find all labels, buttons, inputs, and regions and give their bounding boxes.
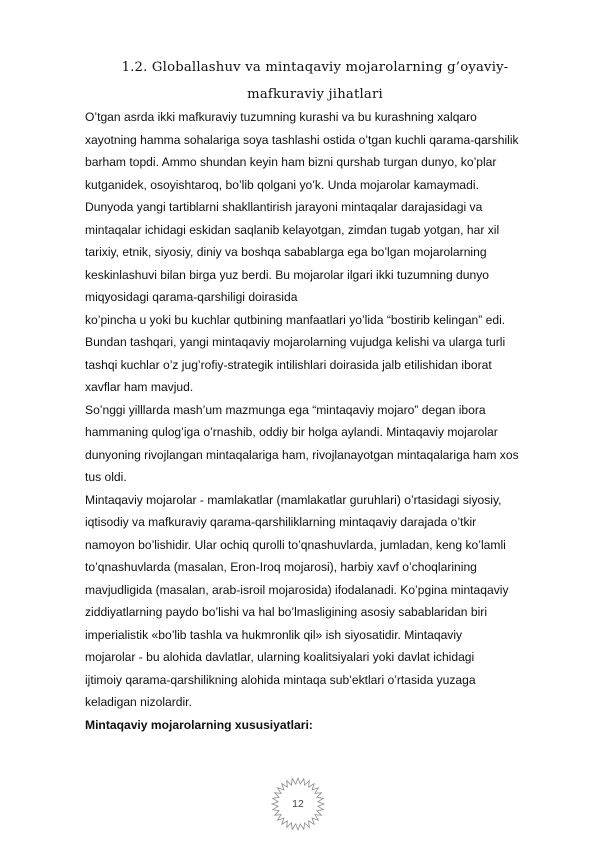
text-line: dunyoning rivojlangan mintaqalariga ham, rivojlanayotgan mintaqalariga ham xos [85, 447, 519, 462]
text-line: kutganidek, osoyishtaroq, bo’lib qolgani yo’k. Unda mojarolar kamaymadi. [85, 177, 479, 192]
text-line: mojarolar - bu alohida davlatlar, ularning koalitsiyalari yoki davlat ichidagi [85, 650, 475, 664]
page-number-badge [270, 776, 326, 832]
text-line: tashqi kuchlar o’z jug’rofiy-strategik intilishlari doirasida jalb etilishidan iborat [85, 357, 492, 372]
text-line: O’tgan asrda ikki mafkuraviy tuzumning kurashi va bu kurashning xalqaro [85, 110, 477, 124]
text-line: keladigan nizolardir. [85, 695, 192, 709]
section-heading [85, 54, 545, 108]
subheading-line: Mintaqaviy mojarolarning xususiyatlari: [85, 717, 313, 732]
text-line: Bundan tashqari, yangi mintaqaviy mojarolarning vujudga kelishi va ularga turli [85, 335, 506, 349]
heading-line-2: mafkuraviy jihatlari [247, 87, 383, 102]
text-line: So’nggi yilllarda mash’um mazmunga ega “mintaqaviy mojaro” degan ibora [85, 402, 486, 417]
text-line: keskinlashuvi bilan birga yuz berdi. Bu mojarolar ilgari ikki tuzumning dunyo [85, 267, 489, 282]
text-line: mintaqalar ichidagi eskidan saqlanib kelayotgan, zimdan tugab yotgan, har xil [85, 222, 500, 237]
text-line: imperialistik «bo’lib tashla va hukmronlik qil» ish siyosatidir. Mintaqaviy [85, 627, 463, 642]
text-line: mavjudligida (masalan, arab-isroil mojarosida) ifodalanadi. Ko’pgina mintaqaviy [85, 582, 509, 597]
text-line: namoyon bo’lishidir. Ular ochiq qurolli to’qnashuvlarda, jumladan, keng ko’lamli [85, 537, 506, 552]
text-line: ziddiyatlarning paydo bo’lishi va hal bo’lmasligining asosiy sabablaridan biri [85, 605, 488, 619]
text-line: Mintaqaviy mojarolar - mamlakatlar (mamlakatlar guruhlari) o’rtasidagi siyosiy, [85, 492, 502, 507]
text-line: to’qnashuvlarda (masalan, Eron-Iroq mojarosi), harbiy xavf o’choqlarining [85, 560, 477, 574]
page-number: 12 [292, 798, 304, 810]
text-line: iqtisodiy va mafkuraviy qarama-qarshiliklarning mintaqaviy darajada o’tkir [85, 515, 477, 529]
text-line: hammaning qulog’iga o’rnashib, oddiy bir holga aylandi. Mintaqaviy mojarolar [85, 425, 498, 439]
text-line: ko’pincha u yoki bu kuchlar qutbining manfaatlari yo’lida “bostirib kelingan” edi. [85, 312, 506, 327]
text-line: tarixiy, etnik, siyosiy, diniy va boshqa sabablarga ega bo’lgan mojarolarning [85, 245, 487, 259]
text-line: barham topdi. Ammo shundan keyin ham bizni qurshab turgan dunyo, ko’plar [85, 155, 497, 169]
body-text [85, 109, 553, 739]
text-line: xayotning hamma sohalariga soya tashlashi ostida o’tgan kuchli qarama-qarshilik [85, 132, 519, 147]
heading-line-1: 1.2. Globallashuv va mintaqaviy mojarolarning g’oyaviy- [121, 60, 509, 75]
text-line: xavflar ham mavjud. [85, 380, 194, 394]
text-line: miqyosidagi qarama-qarshiligi doirasida [85, 290, 298, 304]
text-line: tus oldi. [85, 470, 127, 484]
text-line: ijtimoiy qarama-qarshilikning alohida mintaqa sub’ektlari o’rtasida yuzaga [85, 672, 476, 687]
text-line: Dunyoda yangi tartiblarni shakllantirish jarayoni mintaqalar darajasidagi va [85, 200, 483, 214]
